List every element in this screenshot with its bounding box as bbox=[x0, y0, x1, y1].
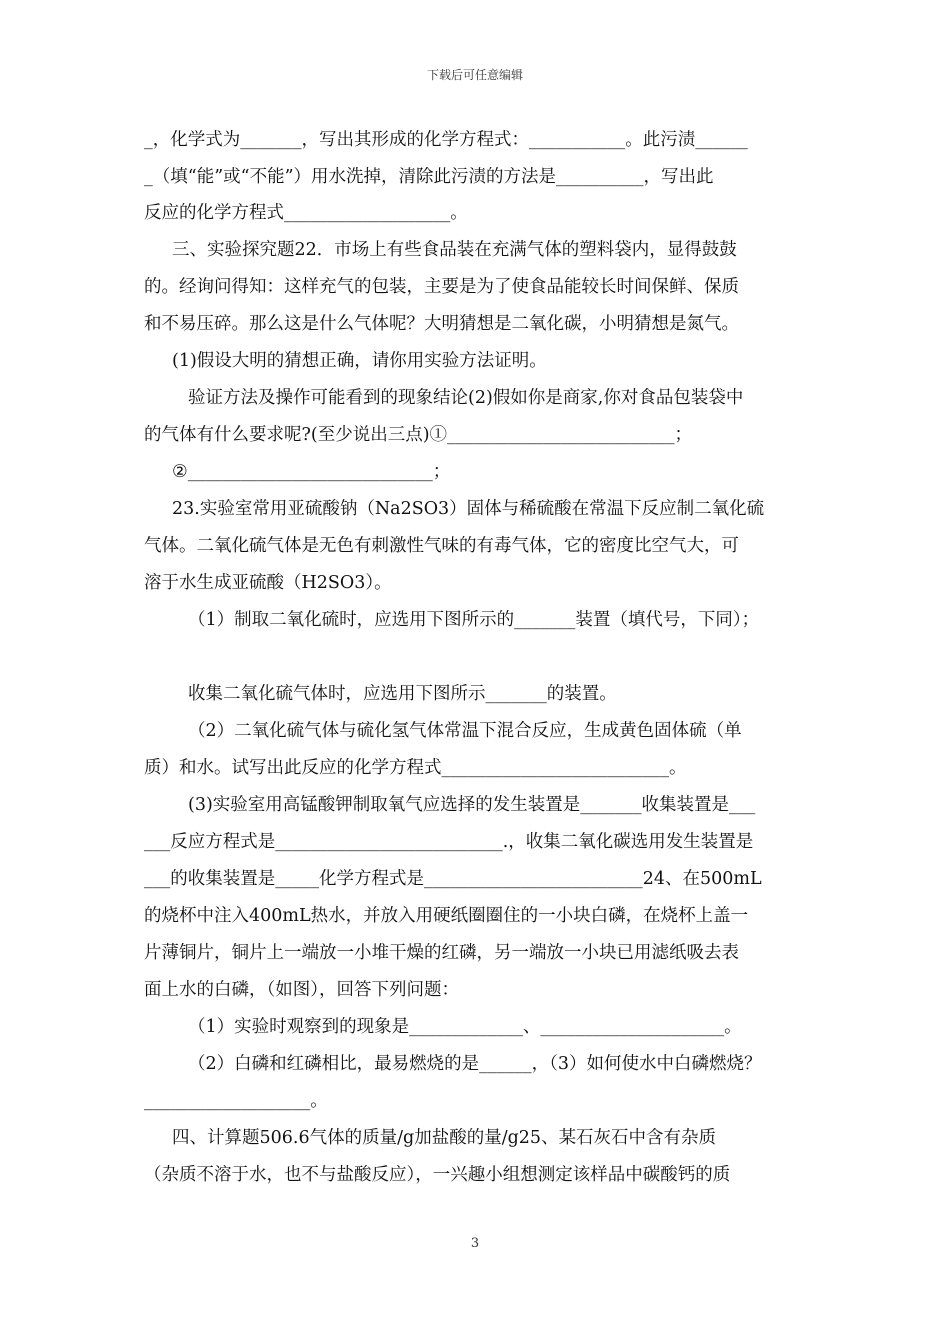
text-line: 的气体有什么要求呢?(至少说出三点)①__________________________； bbox=[144, 425, 693, 445]
text-line: 反应的化学方程式___________________。 bbox=[144, 203, 468, 223]
text-line: 收集二氧化硫气体时，应选用下图所示_______的装置。 bbox=[188, 684, 617, 704]
text-line: （2）二氧化硫气体与硫化氢气体常温下混合反应，生成黄色固体硫（单 bbox=[188, 721, 742, 741]
text-line: _（填“能”或“不能”）用水洗掉，清除此污渍的方法是__________，写出此 bbox=[144, 167, 714, 187]
text-line: （1）制取二氧化硫时，应选用下图所示的_______装置（填代号，下同）； bbox=[188, 610, 760, 630]
text-line: 气体。二氧化硫气体是无色有刺激性气味的有毒气体，它的密度比空气大，可 bbox=[144, 536, 739, 556]
text-line: （2）白磷和红磷相比，最易燃烧的是______，（3）如何使水中白磷燃烧？ bbox=[188, 1054, 762, 1074]
text-line: 四、计算题506.6气体的质量/g加盐酸的量/g25、某石灰石中含有杂质 bbox=[172, 1128, 717, 1148]
text-line: 23.实验室常用亚硫酸钠（Na2SO3）固体与稀硫酸在常温下反应制二氧化硫 bbox=[172, 499, 765, 519]
page-number: 3 bbox=[470, 1236, 480, 1251]
text-line: ___反应方程式是__________________________.，收集二氧化碳选用发生装置是 bbox=[144, 832, 754, 852]
text-line: (3)实验室用高锰酸钾制取氧气应选择的发生装置是_______收集装置是___ bbox=[188, 795, 756, 815]
text-line: （杂质不溶于水，也不与盐酸反应），一兴趣小组想测定该样品中碳酸钙的质 bbox=[144, 1165, 731, 1185]
text-line: 三、实验探究题22．市场上有些食品装在充满气体的塑料袋内，显得鼓鼓 bbox=[172, 240, 737, 260]
text-line: 溶于水生成亚硫酸（H2SO3）。 bbox=[144, 573, 392, 593]
text-line: 验证方法及操作可能看到的现象结论(2)假如你是商家,你对食品包装袋中 bbox=[188, 388, 744, 408]
text-line: _，化学式为_______，写出其形成的化学方程式：___________。此污渍______ bbox=[144, 130, 748, 150]
page-header: 下载后可任意编辑 bbox=[426, 68, 523, 82]
text-line: （1）实验时观察到的现象是_____________、_____________________。 bbox=[188, 1017, 742, 1037]
text-line: 的烧杯中注入400mL热水，并放入用硬纸圈圈住的一小块白磷，在烧杯上盖一 bbox=[144, 906, 749, 926]
text-line: 的。经询问得知：这样充气的包装，主要是为了使食品能较长时间保鲜、保质 bbox=[144, 277, 739, 297]
text-line: 面上水的白磷，（如图），回答下列问题： bbox=[144, 980, 459, 1000]
text-line: 和不易压碎。那么这是什么气体呢？大明猜想是二氧化碳，小明猜想是氮气。 bbox=[144, 314, 739, 334]
text-line: ___的收集装置是_____化学方程式是_________________________24、在500mL bbox=[144, 869, 762, 889]
text-line: ②____________________________； bbox=[172, 462, 451, 482]
text-line: 质）和水。试写出此反应的化学方程式__________________________。 bbox=[144, 758, 687, 778]
text-line: (1)假设大明的猜想正确，请你用实验方法证明。 bbox=[172, 351, 547, 371]
text-line: ___________________。 bbox=[144, 1091, 328, 1111]
text-line: 片薄铜片，铜片上一端放一小堆干燥的红磷，另一端放一小块已用滤纸吸去表 bbox=[144, 943, 739, 963]
